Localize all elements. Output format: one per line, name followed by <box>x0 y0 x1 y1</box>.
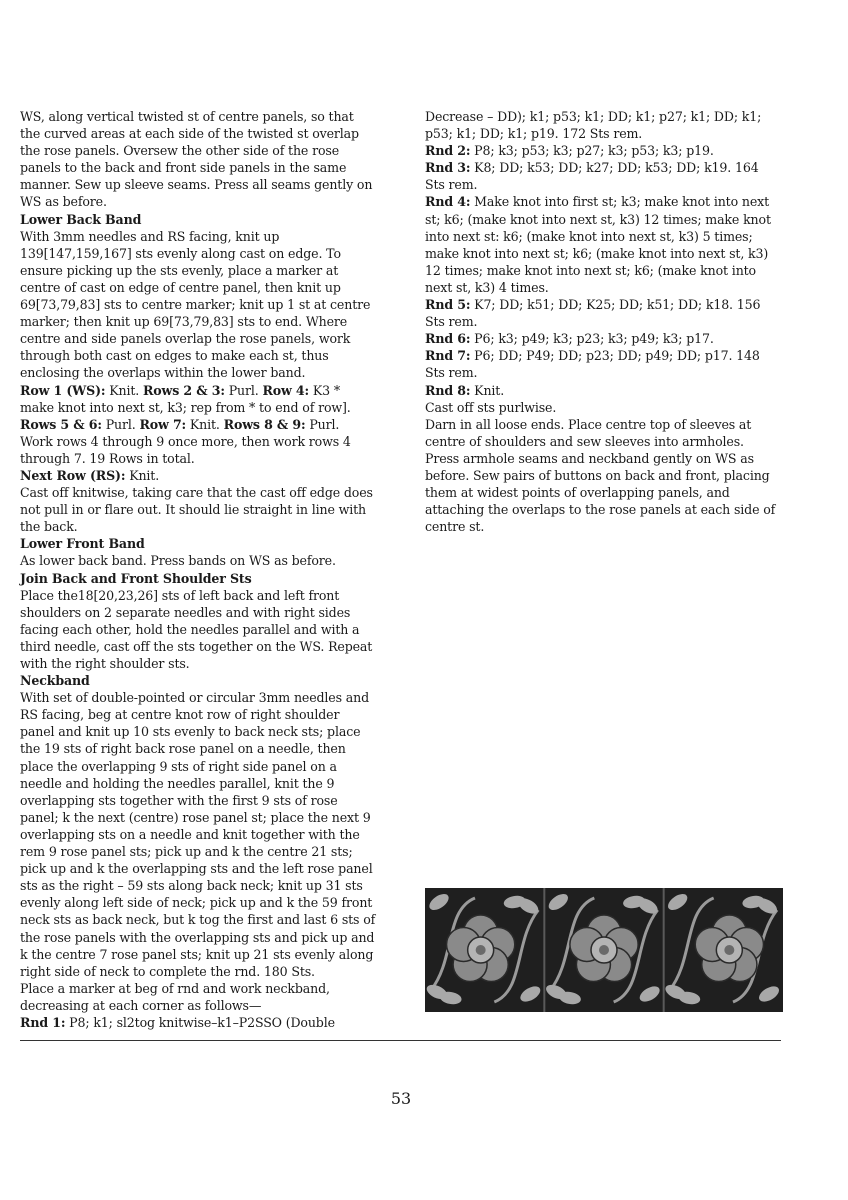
paragraph <box>20 467 376 484</box>
paragraph <box>425 159 777 193</box>
text-run: K8; DD; k53; DD; k27; DD; k53; DD; k19. 164 Sts rem. <box>425 160 759 193</box>
text-run: Purl. <box>224 382 263 398</box>
bold-label: Join Back and Front Shoulder Sts <box>20 570 252 586</box>
text-run: Darn in all loose ends. Place centre top of sleeves at centre of shoulders and sew sleeves into armholes. Press armhole seams and neckband gently on WS as before. Sew pairs of buttons on back and front, placing them at widest points of overlapping panels, and attaching the overlaps to the rose panels at each side of centre st. <box>425 416 776 535</box>
paragraph <box>425 347 777 381</box>
footer-rule <box>20 1040 781 1041</box>
right-text-column <box>425 108 777 535</box>
paragraph <box>425 382 777 399</box>
paragraph <box>20 382 376 433</box>
section-heading <box>20 211 376 228</box>
bold-label: Rnd 5: <box>425 297 471 313</box>
text-run: Place a marker at beg of rnd and work neckband, decreasing at each corner as follows— <box>20 980 330 1013</box>
text-run: P6; k3; p49; k3; p23; k3; p49; k3; p17. <box>470 331 714 347</box>
rose-core <box>476 945 486 955</box>
paragraph <box>425 296 777 330</box>
bold-label: Rnd 6: <box>425 331 471 347</box>
text-run: K7; DD; k51; DD; K25; DD; k51; DD; k18. 156 Sts rem. <box>425 297 761 330</box>
paragraph <box>20 587 376 672</box>
bold-label: Next Row (RS): <box>20 467 126 483</box>
paragraph <box>425 399 777 416</box>
text-run: Purl. <box>101 416 140 432</box>
text-run: Knit. <box>186 416 224 432</box>
rose-panel-illustration <box>425 888 783 1012</box>
paragraph <box>20 484 376 535</box>
paragraph <box>20 433 376 467</box>
bold-label: Neckband <box>20 673 90 689</box>
section-heading <box>20 535 376 552</box>
text-run: Decrease – DD); k1; p53; k1; DD; k1; p27; k1; DD; k1; p53; k1; DD; k1; p19. 172 Sts rem. <box>425 109 762 142</box>
bold-label: Lower Front Band <box>20 536 145 552</box>
bold-label: Lower Back Band <box>20 211 142 227</box>
text-run: Knit. <box>125 467 160 483</box>
paragraph <box>425 330 777 347</box>
text-run: Cast off sts purlwise. <box>425 399 557 415</box>
rose-core <box>599 945 609 955</box>
text-run: Cast off knitwise, taking care that the cast off edge does not pull in or flare out. It should lie straight in line with the back. <box>20 485 373 535</box>
bold-label: Rows 8 & 9: <box>223 416 306 432</box>
paragraph <box>20 552 376 569</box>
paragraph <box>20 108 376 211</box>
text-run: WS, along vertical twisted st of centre panels, so that the curved areas at each side of the twisted st overlap the rose panels. Oversew the other side of the rose panels to the back and front side panels in the same manner. Sew up sleeve seams. Press all seams gently on WS as before. <box>20 109 373 210</box>
section-heading <box>20 570 376 587</box>
text-run: P6; DD; P49; DD; p23; DD; p49; DD; p17. 148 Sts rem. <box>425 348 760 381</box>
paragraph <box>425 142 777 159</box>
paragraph <box>20 1014 376 1031</box>
bold-label: Rnd 1: <box>20 1014 66 1030</box>
text-run: Knit. <box>105 382 143 398</box>
text-run: As lower back band. Press bands on WS as before. <box>20 553 336 569</box>
bold-label: Rows 2 & 3: <box>142 382 225 398</box>
paragraph <box>425 108 777 142</box>
bold-label: Row 7: <box>139 416 187 432</box>
text-run: P8; k3; p53; k3; p27; k3; p53; k3; p19. <box>470 143 714 159</box>
text-run: Work rows 4 through 9 once more, then work rows 4 through 7. 19 Rows in total. <box>20 433 351 466</box>
paragraph <box>20 228 376 382</box>
paragraph <box>425 416 777 536</box>
bold-label: Rnd 8: <box>425 382 471 398</box>
bold-label: Rnd 3: <box>425 160 471 176</box>
paragraph <box>20 980 376 1014</box>
text-run: Place the18[20,23,26] sts of left back and left front shoulders on 2 separate needles and with right sides facing each other, hold the needles parallel and with a third needle, cast off the sts together on the WS. Repeat with the right shoulder sts. <box>20 587 373 671</box>
section-heading <box>20 672 376 689</box>
text-run: With 3mm needles and RS facing, knit up 139[147,159,167] sts evenly along cast on edge. To ensure picking up the sts evenly, place a marker at centre of cast on edge of centre panel, then knit up 69[73,79,83] sts to centre marker; knit up 1 st at centre marker; then knit up 69[73,79,83] sts to end. Where centre and side panels overlap the rose panels, work through both cast on edges to make each st, thus enclosing the overlaps within the lower band. <box>20 228 371 381</box>
text-run: Knit. <box>470 382 505 398</box>
rose-core <box>724 945 734 955</box>
text-run: K3 * make knot into next st, k3; rep from * to end of row]. <box>20 382 351 415</box>
bold-label: Row 4: <box>262 382 310 398</box>
paragraph <box>20 689 376 980</box>
page-number: 53 <box>390 1089 412 1108</box>
bold-label: Rows 5 & 6: <box>20 416 102 432</box>
text-run: Make knot into first st; k3; make knot into next st; k6; (make knot into next st, k3) 12 times; make knot into next st: k6; (make knot into next st, k3) 5 times; make knot into next st; k6; (make knot into next st, k3) 12 times; make knot into next st; k6; (make knot into next st, k3) 4 times. <box>425 194 771 295</box>
bold-label: Row 1 (WS): <box>20 382 106 398</box>
bold-label: Rnd 7: <box>425 348 471 364</box>
bold-label: Rnd 4: <box>425 194 471 210</box>
text-run: With set of double-pointed or circular 3mm needles and RS facing, beg at centre knot row of right shoulder panel and knit up 10 sts evenly to back neck sts; place the 19 sts of right back rose panel on a needle, then place the overlapping 9 sts of right side panel on a needle and holding the needles parallel, knit the 9 overlapping sts together with the first 9 sts of rose panel; k the next (centre) rose panel st; place the next 9 overlapping sts on a needle and knit together with the rem 9 rose panel sts; pick up and k the centre 21 sts; pick up and k the overlapping sts and the left rose panel sts as the right – 59 sts along back neck; knit up 31 sts evenly along left side of neck; pick up and k the 59 front neck sts as back neck, but k tog the first and last 6 sts of the rose panels with the overlapping sts and pick up and k the centre 7 rose panel sts; knit up 21 sts evenly along right side of neck to complete the rnd. 180 Sts. <box>20 690 376 979</box>
paragraph <box>425 193 777 296</box>
bold-label: Rnd 2: <box>425 143 471 159</box>
text-run: P8; k1; sl2tog knitwise–k1–P2SSO (Double <box>65 1014 335 1030</box>
left-text-column <box>20 108 376 1031</box>
text-run: Purl. <box>305 416 340 432</box>
